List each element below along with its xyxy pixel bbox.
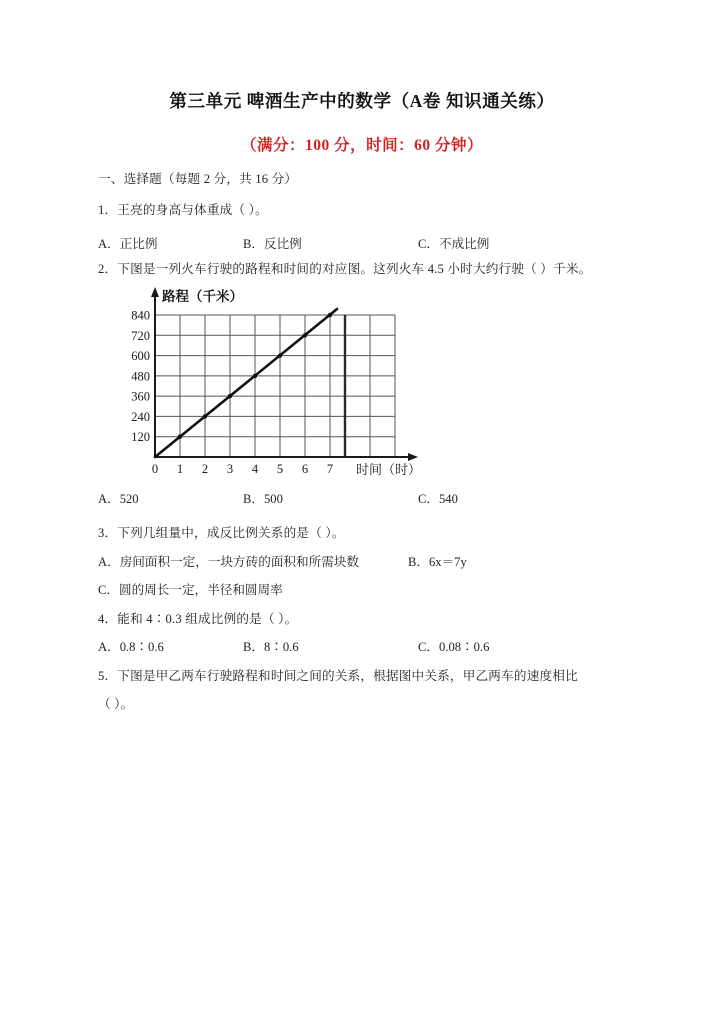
question-4-option-a[interactable]: A．0.8∶0.6 [98, 640, 164, 654]
question-3-option-a[interactable]: A．房间面积一定，一块方砖的面积和所需块数 [98, 555, 359, 569]
chart-x-tick: 7 [326, 462, 334, 476]
question-2-option-c[interactable]: C．540 [418, 492, 458, 506]
question-3-options-row2 [98, 582, 658, 598]
question-1-option-c[interactable]: C．不成比例 [418, 237, 490, 251]
question-4-stem: 4．能和 4∶0.3 组成比例的是（ ）。 [98, 612, 298, 626]
chart-x-tick: 5 [276, 462, 284, 476]
section-heading: 一、选择题（每题 2 分，共 16 分） [98, 172, 298, 186]
chart-y-tick-labels [131, 309, 150, 445]
page-subtitle: （满分：100 分，时间：60 分钟） [240, 137, 483, 154]
chart-x-axis-arrow [408, 453, 418, 461]
chart-point [228, 394, 232, 398]
question-3-option-b[interactable]: B．6x＝7y [408, 555, 467, 569]
chart-point [203, 414, 207, 418]
chart-y-tick: 120 [131, 430, 150, 445]
question-3-stem: 3．下列几组量中，成反比例关系的是（ ）。 [98, 526, 345, 540]
question-5-stem-line-2: （ ）。 [98, 697, 134, 711]
question-2-option-b[interactable]: B．500 [243, 492, 283, 506]
chart-point [178, 435, 182, 439]
chart-x-axis-label: 时间（时） [356, 462, 422, 477]
chart-gridlines [155, 315, 395, 457]
chart-point [278, 353, 282, 357]
question-1-options [98, 236, 658, 252]
chart-x-tick-labels [152, 462, 333, 476]
page-title: 第三单元 啤酒生产中的数学（A卷 知识通关练） [169, 91, 555, 111]
question-2-stem: 2．下图是一列火车行驶的路程和时间的对应图。这列火车 4.5 小时大约行驶（ ）千米。 [98, 262, 592, 276]
distance-time-chart [100, 283, 430, 483]
chart-point [303, 333, 307, 337]
question-4-options [98, 639, 658, 655]
chart-y-tick: 840 [131, 308, 150, 323]
question-5-stem-line-1: 5．下图是甲乙两车行驶路程和时间之间的关系，根据图中关系，甲乙两车的速度相比 [98, 669, 578, 683]
question-1-option-b[interactable]: B．反比例 [243, 237, 302, 251]
chart-y-tick: 720 [131, 328, 150, 343]
chart-x-tick: 3 [226, 462, 234, 476]
chart-y-tick: 360 [131, 389, 150, 404]
chart-x-tick: 1 [176, 462, 184, 476]
chart-point [253, 374, 257, 378]
question-4-option-c[interactable]: C．0.08∶0.6 [418, 640, 490, 654]
question-4-option-b[interactable]: B．8∶0.6 [243, 640, 299, 654]
chart-y-tick: 600 [131, 349, 150, 364]
chart-x-tick: 0 [151, 462, 159, 476]
chart-x-tick: 6 [301, 462, 309, 476]
chart-y-axis-arrow [151, 287, 159, 297]
question-1-stem: 1．王亮的身高与体重成（ ）。 [98, 203, 268, 217]
chart-point [328, 313, 332, 317]
chart-y-tick: 480 [131, 369, 150, 384]
chart-x-tick: 4 [251, 462, 259, 476]
question-3-option-c[interactable]: C．圆的周长一定，半径和圆周率 [98, 583, 283, 597]
chart-y-axis-label: 路程（千米） [162, 289, 243, 304]
question-3-options-row1 [98, 554, 658, 570]
question-2-option-a[interactable]: A．520 [98, 492, 139, 506]
question-2-options [98, 491, 658, 507]
chart-svg [100, 283, 430, 483]
chart-y-tick: 240 [131, 409, 150, 424]
chart-data-line [155, 309, 337, 457]
question-1-option-a[interactable]: A．正比例 [98, 237, 158, 251]
chart-x-tick: 2 [201, 462, 209, 476]
